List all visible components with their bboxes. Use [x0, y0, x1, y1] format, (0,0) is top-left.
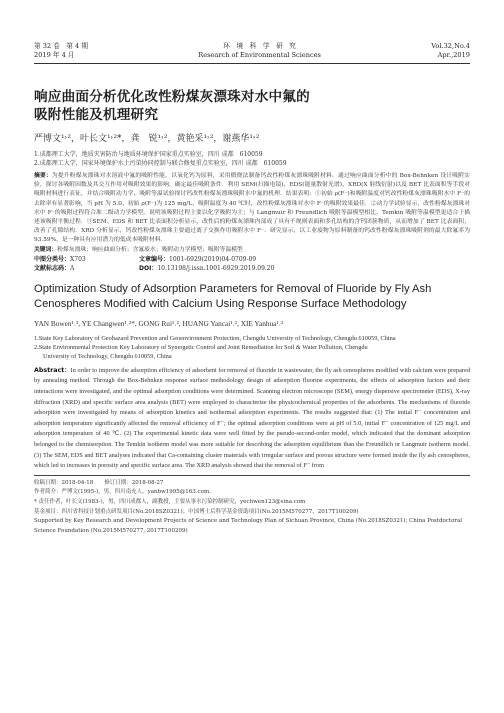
- article-id-label: 文章编号：: [139, 255, 170, 263]
- article-id-value: 1001-6929(2019)04-0709-09: [169, 255, 257, 263]
- clc-label: 中图分类号：: [34, 255, 71, 263]
- abstract-en-text: In order to improve the adsorption efficiency of adsorbent for removal of fluoride in wastewater, the fly ash cenospheres modified with calcium were prepared by annealing method. Through the Box-Behnken response surface methodology design of adsorption fluorine experiments, the effects of adsorption factors and their interactions were investigated, and the optimal adsorption conditions were determined. Scanning electron microscope (SEM), energy dispersive spectrometer (EDS), X-ray diffraction (XRD) and specific surface area analysis (BET) were employed to characterize the physicochemical properties of the adsorbents. The mechanisms of fluoride adsorption were investigated by means of adsorption kinetics and isothermal adsorption experiments. The results suggested that: (1) The initial F⁻ concentration and adsorption temperature significantly affected the removal efficiency of F⁻; the optimal adsorption conditions were at pH of 5.0, initial F⁻ concentration of 125 mg/L and adsorption temperature of 40 ℃. (2) The experimental kinetic data were well fitted by the pseudo-second-order model, which indicated that the dominant adsorption belonged to the chemisorption. The Temkin isotherm model was more suitable for describing the adsorption equilibrium than the Freundlich or Langmuir isotherm model. (3) The SEM, EDS and BET analyses indicated that Ca-containing cluster materials with irregular surface and porous structure were formed inside the fly ash cenospheres, which led to increases in porosity and specific surface area. The XRD analysis showed that the removal of F⁻ from: [34, 366, 471, 470]
- header-rule: [34, 63, 470, 64]
- classification-row-2: [34, 264, 470, 274]
- title-en-line1: Optimization Study of Adsorption Parameters for Removal of Fluoride by Fly Ash: [34, 282, 432, 295]
- title-en-line2: Cenospheres Modified with Calcium Using Response Surface Methodology: [34, 297, 407, 310]
- classification-row-1: [34, 255, 470, 265]
- fund-en-2: Science Foundation (No.2015M570277, 2017T100209): [34, 527, 188, 534]
- title-en: [34, 282, 470, 312]
- affiliation-cn-1: 1.成都理工大学，地质灾害防治与地质环境保护国家重点实验室，四川 成都 610059: [34, 151, 263, 158]
- title-cn-line1: 响应曲面分析优化改性粉煤灰漂珠对水中氟的: [34, 89, 310, 105]
- affiliations-cn: [34, 150, 470, 168]
- keywords-cn: [34, 246, 470, 255]
- doc-code-value: A: [70, 265, 75, 273]
- keywords-cn-text: 粉煤灰漂珠；响应曲面分析；含氟废水；吸附动力学模型；吸附等温模型: [57, 246, 243, 253]
- doi-label: DOI：: [139, 265, 158, 273]
- journal-name-en: Research of Environmental Sciences: [198, 51, 321, 59]
- affiliations-en: [34, 334, 470, 361]
- running-header: [34, 42, 470, 60]
- abstract-en: [34, 366, 470, 472]
- footnotes: [34, 479, 470, 537]
- doc-code-label: 文献标志码：: [34, 265, 71, 273]
- received-dates: 收稿日期：2018-04-18 修订日期：2018-08-27: [34, 479, 164, 486]
- doi-value[interactable]: 10.13198/j.issn.1001-6929.2019.09.20: [157, 265, 275, 273]
- affiliation-cn-2: 2.成都理工大学，国家环境保护水土污染协同控制与联合修复重点实验室，四川 成都 610059: [34, 160, 287, 167]
- volume-issue-cn: 第 32 卷 第 4 期: [34, 42, 88, 50]
- affiliation-en-1: 1.State Key Laboratory of Geohazard Prevention and Geoenvironment Protection, Chengdu University of Technology, Chengdu 610059, China: [34, 334, 396, 342]
- abstract-cn: [34, 172, 470, 246]
- abstract-cn-label: 摘要：: [34, 173, 52, 179]
- date-en: Apr.,2019: [437, 51, 470, 59]
- fund-cn: 基金项目：四川省科技计划重点研发项目(No.2018SZ0321)；中国博士后科学基金资助项目(No.2015M570277，2017T100209): [34, 508, 359, 515]
- journal-name-cn: 环 境 科 学 研 究: [223, 42, 296, 50]
- title-cn: [34, 88, 470, 124]
- affiliation-en-2-cont: University of Technology, Chengdu 610059, China: [43, 352, 172, 360]
- affiliation-en-2: 2.State Environmental Protection Key Laboratory of Synergetic Control and Joint Remediation for Soil & Water Pollution, Chengdu: [34, 343, 368, 351]
- title-cn-line2: 吸附性能及机理研究: [34, 107, 159, 123]
- abstract-en-label: Abstract：: [34, 366, 71, 374]
- abstract-cn-text: 为提升粉煤灰漂珠对水溶液中氟的吸附性能，以氧化钙为原料，采用煅烧法制备钙改性粉煤灰漂珠吸附材料．通过响应曲面分析中的 Box-Behnken 设计吸附实验，探讨各吸附因数及其交互作用对吸附效果的影响，确定最佳吸附条件．利用 SEM(扫描电镜)、EDS(能量散射光谱)、XRD(X 射线衍射)以及 BET 比表面积等手段对吸附材料进行表征，并结合吸附动力学、吸附等温试验探讨钙改性粉煤灰漂珠吸附水中氟的机理．结果表明：①初始 ρ(F⁻)和吸附温度对钙改性粉煤灰漂珠吸附水中 F⁻的去除率有显著影响，当 pH 为 5.0、初始 ρ(F⁻)为 125 mg/L、吸附温度为 40 ℃时，改性粉煤灰漂珠对水中 F⁻的吸附效果最佳．②动力学试验显示，改性粉煤灰漂珠对水中 F⁻的吸附过程符合准二级动力学模型，说明该吸附过程主要以化学吸附为主；与 Langmuir 和 Freundlich 吸附等温模型相比，Temkin 吸附等温模型更适合于描述该吸附平衡过程．③SEM、EDS 和 BET 比表面积分析显示，改性后的粉煤灰漂珠内部成了具有不规则表面和多孔结构的含钙团簇物质，从而增加了 BET 比表面积，改善了孔隙结构．XRD 分析显示，钙改性粉煤灰漂珠主要通过离子交换作用吸附水中 F⁻．研究显示，以工业废物为原料制备的钙改性粉煤灰漂珠吸附剂的最大除氟率为 93.59%，是一种具有应用潜力的低成本吸附材料．: [34, 173, 470, 244]
- author-intro: 作者简介：严博文(1995-)，男，四川南充人，yanbw1995@163.com.: [34, 489, 211, 496]
- clc-value: X703: [70, 255, 86, 263]
- keywords-cn-label: 关键词：: [34, 246, 58, 253]
- corresponding-author: * 责任作者，叶长文(1983-)，男，四川成都人，副教授，主要从事水污染控制研究，yechwen123@sina.com: [34, 498, 306, 505]
- volume-issue-en: Vol.32,No.4: [431, 42, 470, 50]
- date-cn: 2019 年 4 月: [34, 51, 75, 59]
- fund-en-1: Supported by Key Research and Development Projects of Science and Technology Plan of Sichuan Province, China (No.2018SZ0321); China Postdoctoral: [34, 518, 463, 525]
- authors-cn: 严博文¹˒²，叶长文¹˒²*，龚 锐¹˒²，黄艳采¹˒²，谢燕华¹˒²: [34, 134, 260, 144]
- authors-en: YAN Bowen¹˒², YE Changwen¹˒²*, GONG Rui¹˒², HUANG Yancai¹˒², XIE Yanhua¹˒²: [34, 318, 284, 328]
- footnote-rule: [34, 475, 470, 476]
